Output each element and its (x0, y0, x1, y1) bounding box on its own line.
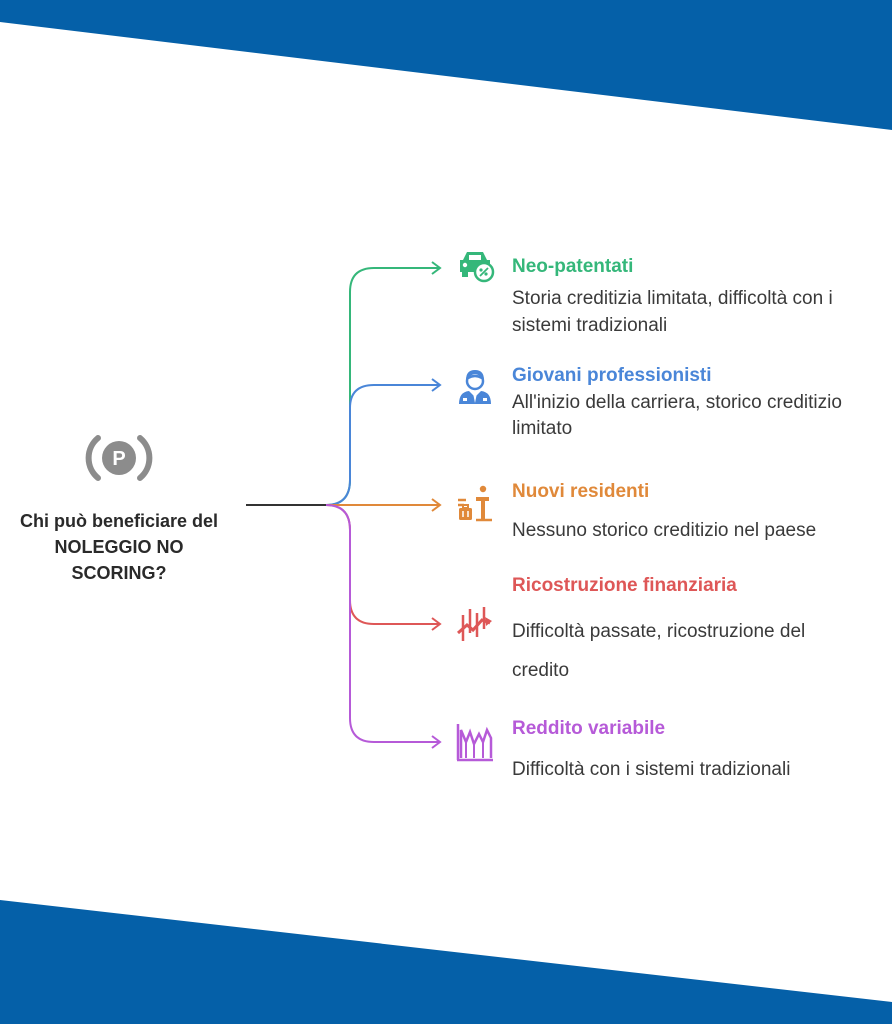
item-desc-nuovi-residenti: Nessuno storico creditizio nel paese (512, 520, 817, 541)
item-title-reddito-variabile: Reddito variabile (512, 718, 666, 739)
item-desc-neo-patentati: Storia creditizia limitata, difficoltà con i sistemi tradizionali (512, 288, 833, 336)
fluctuating-income-icon (455, 722, 495, 762)
svg-text:P: P (112, 448, 126, 470)
rising-chart-icon (455, 603, 495, 643)
item-title-giovani-professionisti: Giovani professionisti (512, 365, 712, 386)
item-desc-giovani-professionisti: All'inizio della carriera, storico creditizio limitato (512, 392, 842, 439)
item-title-nuovi-residenti: Nuovi residenti (512, 481, 650, 502)
root-title: Chi può beneficiare del NOLEGGIO NO SCORING? (19, 511, 219, 583)
item-title-ricostruzione-finanziaria: Ricostruzione finanziaria (512, 575, 737, 596)
connector-giovani-professionisti (326, 385, 440, 505)
item-title-neo-patentati: Neo-patentati (512, 256, 634, 277)
traveler-luggage-icon (455, 484, 495, 524)
professional-person-icon (455, 366, 495, 406)
connector-neo-patentati (326, 268, 440, 505)
item-desc-reddito-variabile: Difficoltà con i sistemi tradizionali (512, 759, 791, 780)
item-desc-ricostruzione-finanziaria: Difficoltà passate, ricostruzione del credito (512, 621, 806, 681)
connector-ricostruzione-finanziaria (326, 505, 440, 624)
car-icon (455, 246, 495, 286)
